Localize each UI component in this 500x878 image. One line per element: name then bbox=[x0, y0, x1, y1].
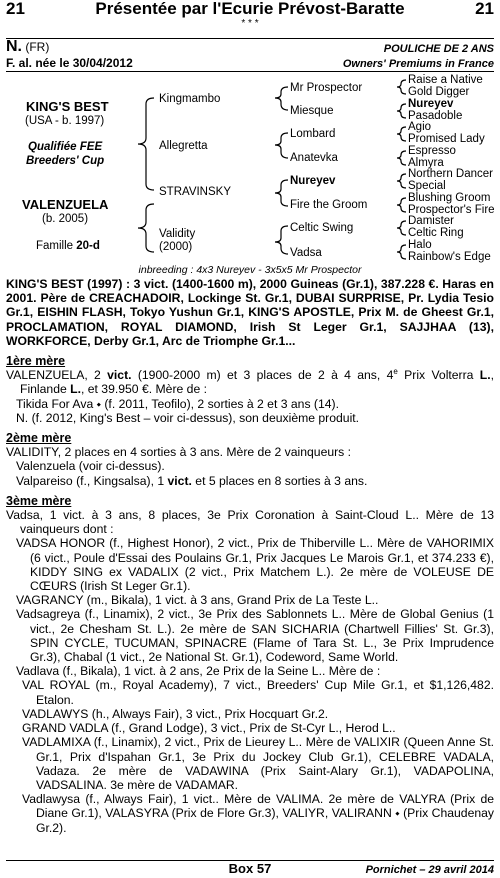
g4-16: Rainbow's Edge bbox=[408, 251, 491, 263]
third-dam-produce-4: Vadlava (f., Bikala), 1 vict. à 2 ans, 2e Prix de la Seine L.. Mère de : bbox=[16, 664, 381, 679]
third-dam-produce-1: VADSA HONOR (f., Highest Honor), 2 vict., Prix de Thiberville L.. Mère de VAHORIMIX (6 vict., Poule d'Essai des Poulains Gr.1, Prix Jacques Le Marois Gr.1, et 374.233 €), KIDDY SING ex VADALIX (2 vict., Prix Matchem L.). 2e mère de VOLEUSE DE CŒURS (Irish St Leger Gr.1). bbox=[16, 536, 494, 594]
g4-13: Damister bbox=[408, 215, 455, 227]
third-dam-sub-3: GRAND VADLA (f., Grand Lodge), 3 vict., Prix de St-Cyr L., Herod L.. bbox=[22, 721, 396, 736]
box-number: Box 57 bbox=[228, 861, 272, 876]
second-dam-heading: 2ème mère bbox=[6, 431, 72, 446]
horse-name-line bbox=[6, 40, 49, 54]
dam-info: (b. 2005) bbox=[42, 213, 89, 225]
fd-d: e bbox=[393, 367, 398, 377]
sd-b: vict. bbox=[167, 473, 192, 488]
sire-info: (USA - b. 1997) bbox=[25, 115, 105, 127]
consignor-title: Présentée par l'Ecurie Prévost-Baratte bbox=[95, 0, 405, 18]
g3-8: Vadsa bbox=[290, 247, 322, 259]
horse-name: N. bbox=[6, 38, 22, 55]
fd-i: , et 39.950 €. Mère de : bbox=[80, 382, 208, 397]
famille bbox=[36, 240, 100, 253]
sd-a: Valpareiso (f., Kingsalsa), 1 bbox=[16, 473, 168, 488]
g4-4: Pasadoble bbox=[408, 110, 463, 122]
third-dam-paragraph: Vadsa, 1 vict. à 3 ans, 8 places, 3e Prix Coronation à Saint-Cloud L.. Mère de 13 vainqueurs dont : bbox=[6, 508, 494, 537]
lot-number-left: 21 bbox=[6, 0, 25, 18]
third-dam-produce-3: Vadsagreya (f., Linamix), 2 vict., 3e Prix des Sablonnets L.. Mère de Global Genius (1 vict., 2e Chesham St. L.). 2e mère de SAN SICHARIA (Chartwell Fillies' St. Gr.3), SPIN CYCLE, TUCUMAN, SPINACRE (Flame of Tara St. L., 3e Prix Imprudence Gr.3), Chabal (1 vict., 2e National St. Gr.1), Codeword, Same World. bbox=[16, 607, 494, 665]
fd-e: Prix Volterra bbox=[397, 368, 480, 383]
g3-5: Nureyev bbox=[290, 175, 336, 187]
header-stars: * * * bbox=[241, 18, 259, 29]
third-dam-sub-2: VADLAWYS (h., Always Fair), 3 vict., Prix Hocquart Gr.2. bbox=[22, 706, 329, 721]
g3-3: Lombard bbox=[290, 128, 336, 140]
g4-14: Celtic Ring bbox=[408, 227, 464, 239]
g2-dam-dam: Validity bbox=[159, 228, 196, 240]
g2-sire-dam: Allegretta bbox=[159, 140, 208, 152]
fd-c: (1900-2000 m) et 3 places de 2 à 4 ans, 4 bbox=[131, 368, 394, 383]
g4-2: Gold Digger bbox=[408, 86, 470, 98]
first-dam-produce-1: Tikida For Ava ⬩ (f. 2011, Teofilo), 2 sorties à 2 et 3 ans (14). bbox=[16, 396, 339, 411]
g3-6: Fire the Groom bbox=[290, 199, 368, 211]
sale-place-date: Pornichet – 29 avril 2014 bbox=[365, 864, 494, 876]
first-dam-produce-2: N. (f. 2012, King's Best – voir ci-dessus), son deuxième produit. bbox=[16, 410, 360, 425]
sire-name: KING'S BEST bbox=[26, 99, 109, 114]
famille-label: Famille bbox=[36, 240, 74, 252]
fd-g: , Finlande bbox=[20, 368, 495, 397]
horse-identity bbox=[6, 38, 494, 72]
dam-name: VALENZUELA bbox=[22, 197, 109, 212]
pedigree-table bbox=[6, 74, 494, 274]
g2-dam-dam-year: (2000) bbox=[159, 241, 193, 253]
fd-a: VALENZUELA, 2 bbox=[6, 368, 108, 383]
g3-4: Anatevka bbox=[290, 152, 338, 164]
g4-9: Northern Dancer bbox=[408, 168, 494, 180]
g2-dam-sire: STRAVINSKY bbox=[159, 186, 231, 198]
g4-11: Blushing Groom bbox=[408, 192, 491, 204]
g4-15: Halo bbox=[408, 239, 432, 251]
g4-3: Nureyev bbox=[408, 98, 454, 110]
third-dam-sub-4: VADLAMIXA (f., Linamix), 2 vict., Prix de Lieurey L.. Mère de VALIXIR (Queen Anne St. Gr.1, Prix d'Ispahan Gr.1, 3e Prix du Jockey Club Gr.1), CELEBRE VADALA, Vadaza. 2e mère de VADAWINA (Prix Saint-Alary Gr.1), VADAPOLINA, VADSALINA. 3e mère de VADAMAR. bbox=[22, 735, 494, 792]
catalogue-text bbox=[6, 277, 494, 835]
g3-2: Miesque bbox=[290, 105, 334, 117]
third-dam-heading: 3ème mère bbox=[6, 493, 72, 508]
second-dam-paragraph: VALIDITY, 2 places en 4 sorties à 3 ans. Mère de 2 vainqueurs : bbox=[6, 445, 352, 460]
sire-paragraph: KING'S BEST (1997) : 3 vict. (1400-1600 m), 2000 Guineas (Gr.1), 387.228 €. Haras en 2001. Père de CREACHADOIR, Lockinge St. Gr.1, DUBAI SURPRISE, Pr. Lydia Tesio Gr.1, EISHIN FLASH, Tokyo Yushun Gr.1, KING'S APOSTLE, Prix M. de Gheest Gr.1, PROCLAMATION, ROYAL DIAMOND, Irish St Leger Gr.1, SAJJHAA (13), WORKFORCE, Derby Gr.1, Arc de Triomphe Gr.1... bbox=[6, 277, 494, 348]
g2-sire-sire: Kingmambo bbox=[159, 93, 221, 105]
famille-value: 20-d bbox=[76, 240, 100, 252]
g4-5: Agio bbox=[408, 121, 432, 133]
third-dam-produce-2: VAGRANCY (m., Bikala), 1 vict. à 3 ans, Grand Prix de La Teste L.. bbox=[16, 593, 379, 608]
third-dam-sub-1: VAL ROYAL (m., Royal Academy), 7 vict., Breeders' Cup Mile Gr.1, et $1,126,482. Etalon. bbox=[22, 678, 494, 707]
sire-note-2: Breeders' Cup bbox=[26, 155, 105, 167]
sire-note-1: Qualifiée FEE bbox=[28, 141, 103, 153]
first-dam-paragraph bbox=[6, 368, 494, 396]
g4-12: Prospector's Fire bbox=[408, 204, 495, 216]
second-dam-produce-2 bbox=[6, 474, 494, 488]
page-footer bbox=[6, 860, 494, 876]
g4-8: Almyra bbox=[408, 157, 444, 169]
g4-7: Espresso bbox=[408, 145, 456, 157]
horse-country: (FR) bbox=[25, 40, 50, 54]
third-dam-sub-5: Vadlawysa (f., Always Fair), 1 vict.. Mère de VALIMA. 2e mère de VALYRA (Prix de Diane Gr.1), VALASYRA (Prix de Flore Gr.3), VALIYR, VALIRANN ⬩ (Prix Chaudenay Gr.2). bbox=[22, 792, 494, 835]
lot-number-right: 21 bbox=[475, 0, 494, 18]
sd-c: et 5 places en 8 sorties à 3 ans. bbox=[191, 473, 368, 488]
horse-sex: POULICHE DE 2 ANS bbox=[383, 43, 494, 55]
fd-h: L. bbox=[70, 382, 81, 397]
horse-born: F. al. née le 30/04/2012 bbox=[6, 56, 133, 70]
g4-10: Special bbox=[408, 180, 446, 192]
g3-1: Mr Prospector bbox=[290, 82, 363, 94]
owners-premiums: Owners' Premiums in France bbox=[342, 58, 494, 70]
g4-1: Raise a Native bbox=[408, 74, 483, 86]
inbreeding-note: inbreeding : 4x3 Nureyev - 3x5x5 Mr Prospector bbox=[138, 264, 362, 276]
fd-f: L. bbox=[479, 368, 491, 383]
second-dam-produce-1: Valenzuela (voir ci-dessus). bbox=[16, 459, 165, 474]
fd-b: vict. bbox=[107, 368, 132, 383]
g3-7: Celtic Swing bbox=[290, 222, 354, 234]
first-dam-heading: 1ère mère bbox=[6, 354, 66, 369]
g4-6: Promised Lady bbox=[408, 133, 485, 145]
